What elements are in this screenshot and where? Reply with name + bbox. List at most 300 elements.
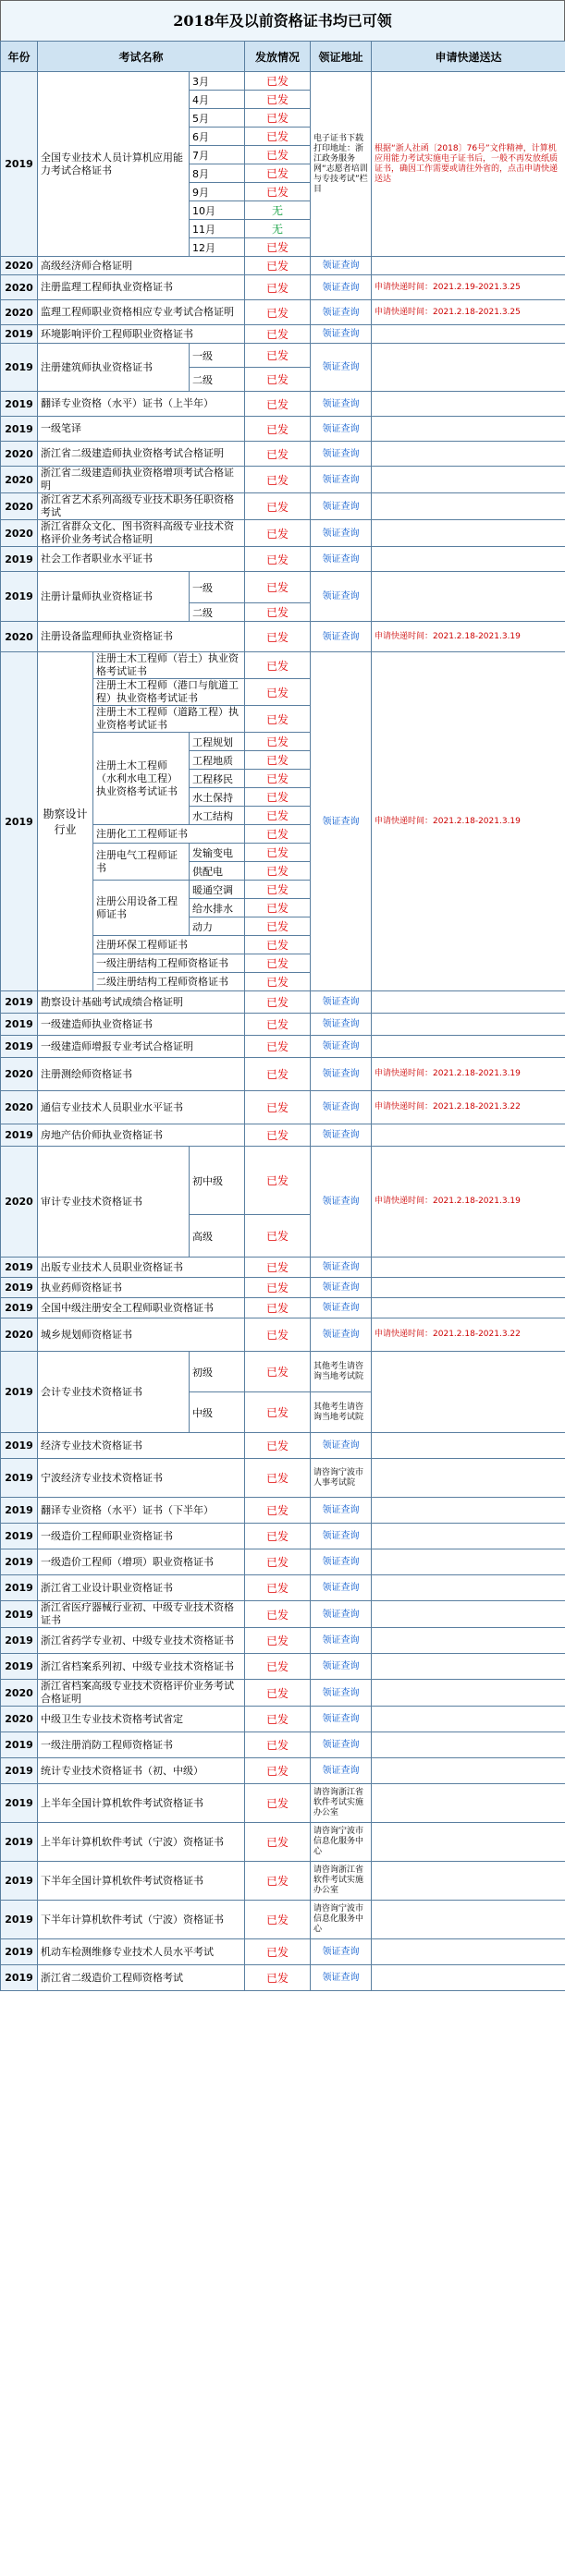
collect-address: 其他考生请咨询当地考试院: [311, 1392, 372, 1433]
issue-status: 已发: [245, 1278, 311, 1298]
verify-link[interactable]: 领证查询: [311, 417, 372, 442]
table-row: [1, 1707, 565, 1732]
issue-status: 已发: [245, 1352, 311, 1392]
issue-status: 已发: [245, 1823, 311, 1862]
table-row: [1, 991, 565, 1014]
issue-status: 已发: [245, 417, 311, 442]
certificate-table: [0, 41, 565, 1991]
express-info: [372, 1965, 565, 1991]
issue-status: 已发: [245, 1318, 311, 1352]
year-cell: 2019: [1, 1601, 38, 1628]
exam-name: 下半年计算机软件考试（宁波）资格证书: [38, 1901, 245, 1939]
exam-name: 一级造价工程师（增项）职业资格证书: [38, 1549, 245, 1575]
year-cell: 2020: [1, 493, 38, 520]
issue-status: 已发: [245, 493, 311, 520]
issue-status: 已发: [245, 1091, 311, 1124]
verify-link[interactable]: 领证查询: [311, 442, 372, 467]
exam-name: 注册土木工程师（岩土）执业资格考试证书: [93, 652, 245, 679]
table-row: [1, 1058, 565, 1091]
verify-link[interactable]: 领证查询: [311, 467, 372, 493]
table-row: [1, 275, 565, 300]
issue-status: 已发: [245, 520, 311, 547]
exam-name: 下半年全国计算机软件考试资格证书: [38, 1862, 245, 1901]
year-cell: 2019: [1, 1628, 38, 1654]
verify-link[interactable]: 领证查询: [311, 1014, 372, 1036]
month-label: 4月: [190, 91, 245, 109]
table-row: [1, 1654, 565, 1680]
exam-name: 上半年计算机软件考试（宁波）资格证书: [38, 1823, 245, 1862]
issue-status: 已发: [245, 1524, 311, 1549]
level-label: 初中级: [190, 1147, 245, 1215]
exam-name: 经济专业技术资格证书: [38, 1433, 245, 1459]
year-cell: 2019: [1, 1014, 38, 1036]
table-row: [1, 300, 565, 325]
exam-name: 一级建造师执业资格证书: [38, 1014, 245, 1036]
express-info: [372, 1498, 565, 1524]
express-info: [372, 1352, 565, 1433]
year-cell: 2019: [1, 1258, 38, 1278]
exam-name: 统计专业技术资格证书（初、中级）: [38, 1758, 245, 1784]
express-info: [372, 1823, 565, 1862]
express-info: [372, 417, 565, 442]
issue-status: 已发: [245, 1058, 311, 1091]
issue-status: 已发: [245, 1784, 311, 1823]
exam-name: 浙江省群众文化、图书资料高级专业技术资格评价业务考试合格证明: [38, 520, 245, 547]
collect-address: 请咨询宁波市人事考试院: [311, 1459, 372, 1498]
verify-link[interactable]: 领证查询: [311, 300, 372, 325]
issue-status: 已发: [245, 1459, 311, 1498]
express-info[interactable]: 申请快递时间：2021.2.18-2021.3.19: [372, 1147, 565, 1258]
express-info: [372, 1433, 565, 1459]
month-label: 11月: [190, 220, 245, 238]
year-cell: 2020: [1, 442, 38, 467]
express-info: [372, 392, 565, 417]
header-exam: 考试名称: [38, 42, 245, 72]
issue-status: 已发: [245, 572, 311, 603]
express-info: [372, 493, 565, 520]
verify-link[interactable]: 领证查询: [311, 652, 372, 991]
year-cell: 2020: [1, 520, 38, 547]
issue-status: 已发: [245, 751, 311, 770]
exam-name: 注册监理工程师执业资格证书: [38, 275, 245, 300]
exam-name: 浙江省二级建造师执业资格考试合格证明: [38, 442, 245, 467]
issue-status: 已发: [245, 936, 311, 954]
year-cell: 2019: [1, 344, 38, 392]
table-row: [1, 1318, 565, 1352]
exam-name: 宁波经济专业技术资格证书: [38, 1459, 245, 1498]
issue-status: 已发: [245, 1147, 311, 1215]
table-row: [1, 467, 565, 493]
year-cell: 2019: [1, 652, 38, 991]
specialty-label: 动力: [190, 917, 245, 936]
verify-link[interactable]: 领证查询: [311, 991, 372, 1014]
exam-name: 浙江省工业设计职业资格证书: [38, 1575, 245, 1601]
express-info: [372, 1524, 565, 1549]
verify-link[interactable]: 领证查询: [311, 1601, 372, 1628]
exam-name: 注册环保工程师证书: [93, 936, 245, 954]
specialty-label: 工程规划: [190, 733, 245, 751]
year-cell: 2019: [1, 392, 38, 417]
table-row: [1, 1459, 565, 1498]
verify-link[interactable]: 领证查询: [311, 1758, 372, 1784]
issue-status: 已发: [245, 1732, 311, 1758]
verify-link[interactable]: 领证查询: [311, 1654, 372, 1680]
table-row: [1, 572, 565, 603]
year-cell: 2019: [1, 1298, 38, 1318]
issue-status: 已发: [245, 679, 311, 706]
verify-link[interactable]: 领证查询: [311, 1939, 372, 1965]
issue-status: 已发: [245, 844, 311, 862]
verify-link[interactable]: 领证查询: [311, 493, 372, 520]
issue-status: 已发: [245, 344, 311, 368]
table-row: [1, 1965, 565, 1991]
table-row: [1, 652, 565, 679]
issue-status: 已发: [245, 1124, 311, 1147]
exam-name: 注册化工工程师证书: [93, 825, 245, 844]
express-info: [372, 344, 565, 392]
month-label: 12月: [190, 238, 245, 257]
exam-name: 浙江省艺术系列高级专业技术职务任职资格考试: [38, 493, 245, 520]
issue-status: 已发: [245, 300, 311, 325]
exam-name: 机动车检测维修专业技术人员水平考试: [38, 1939, 245, 1965]
express-info: [372, 442, 565, 467]
issue-status: 已发: [245, 706, 311, 733]
issue-status: 已发: [245, 1707, 311, 1732]
table-row: [1, 344, 565, 368]
verify-link[interactable]: 领证查询: [311, 622, 372, 652]
verify-link[interactable]: 领证查询: [311, 1680, 372, 1707]
issue-status: 已发: [245, 1628, 311, 1654]
year-cell: 2020: [1, 467, 38, 493]
issue-status: 已发: [245, 72, 311, 91]
year-cell: 2019: [1, 1278, 38, 1298]
express-info[interactable]: 申请快递时间：2021.2.18-2021.3.19: [372, 652, 565, 991]
exam-name: 浙江省二级建造师执业资格增项考试合格证明: [38, 467, 245, 493]
express-info: [372, 1862, 565, 1901]
table-row: [1, 1298, 565, 1318]
issue-status: 已发: [245, 652, 311, 679]
level-label: 中级: [190, 1392, 245, 1433]
express-info[interactable]: 申请快递时间：2021.2.19-2021.3.25: [372, 275, 565, 300]
specialty-label: 工程地质: [190, 751, 245, 770]
specialty-label: 暖通空调: [190, 881, 245, 899]
specialty-label: 工程移民: [190, 770, 245, 788]
verify-link[interactable]: 领证查询: [311, 520, 372, 547]
issue-status: 已发: [245, 128, 311, 146]
table-row: [1, 1014, 565, 1036]
year-cell: 2019: [1, 1758, 38, 1784]
year-cell: 2019: [1, 547, 38, 572]
express-info: [372, 1758, 565, 1784]
verify-link[interactable]: 领证查询: [311, 1498, 372, 1524]
year-cell: 2019: [1, 1901, 38, 1939]
express-info: [372, 1258, 565, 1278]
issue-status: 已发: [245, 917, 311, 936]
issue-status: 已发: [245, 622, 311, 652]
express-info[interactable]: 根据“浙人社函〔2018〕76号”文件精神，计算机应用能力考试实施电子证书后，一般不再发放纸质证书，确因工作需要或请往外省的，点击申请快递送达: [372, 72, 565, 257]
month-label: 5月: [190, 109, 245, 128]
collect-address: 请咨询浙江省软件考试实施办公室: [311, 1862, 372, 1901]
year-cell: 2020: [1, 622, 38, 652]
year-cell: 2019: [1, 1823, 38, 1862]
verify-link[interactable]: 领证查询: [311, 1318, 372, 1352]
issue-status: 已发: [245, 275, 311, 300]
express-info[interactable]: 申请快递时间：2021.2.18-2021.3.22: [372, 1318, 565, 1352]
level-label: 高级: [190, 1215, 245, 1258]
exam-name: 监理工程师职业资格相应专业考试合格证明: [38, 300, 245, 325]
verify-link[interactable]: 领证查询: [311, 1124, 372, 1147]
issue-status: 已发: [245, 991, 311, 1014]
exam-name: 二级注册结构工程师资格证书: [93, 973, 245, 991]
specialty-label: 水工结构: [190, 807, 245, 825]
express-info: [372, 1784, 565, 1823]
express-info: [372, 991, 565, 1014]
verify-link[interactable]: 领证查询: [311, 1298, 372, 1318]
table-row: [1, 1352, 565, 1392]
table-row: [1, 1732, 565, 1758]
issue-status: 已发: [245, 368, 311, 392]
table-row: [1, 1278, 565, 1298]
table-row: [1, 257, 565, 275]
express-info: [372, 1014, 565, 1036]
issue-status: 已发: [245, 1654, 311, 1680]
exam-name: 勘察设计基础考试成绩合格证明: [38, 991, 245, 1014]
exam-name: 注册土木工程师（港口与航道工程）执业资格考试证书: [93, 679, 245, 706]
issue-status: 已发: [245, 325, 311, 344]
exam-name: 全国专业技术人员计算机应用能力考试合格证书: [38, 72, 190, 257]
table-row: [1, 622, 565, 652]
issue-status: 已发: [245, 1965, 311, 1991]
express-info: [372, 1298, 565, 1318]
year-cell: 2020: [1, 1707, 38, 1732]
issue-status: 已发: [245, 1939, 311, 1965]
specialty-label: 给水排水: [190, 899, 245, 917]
issue-status: 已发: [245, 442, 311, 467]
exam-name: 注册公用设备工程师证书: [93, 881, 190, 936]
issue-status: 已发: [245, 1014, 311, 1036]
table-row: [1, 392, 565, 417]
level-label: 初级: [190, 1352, 245, 1392]
issue-status: 无: [245, 220, 311, 238]
verify-link[interactable]: 领证查询: [311, 1278, 372, 1298]
exam-name: 注册计量师执业资格证书: [38, 572, 190, 622]
express-info: [372, 1036, 565, 1058]
header-issue: 发放情况: [245, 42, 311, 72]
verify-link[interactable]: 领证查询: [311, 1732, 372, 1758]
table-row: [1, 1498, 565, 1524]
specialty-label: 水土保持: [190, 788, 245, 807]
verify-link[interactable]: 领证查询: [311, 1628, 372, 1654]
issue-status: 已发: [245, 1901, 311, 1939]
issue-status: 已发: [245, 1392, 311, 1433]
level-label: 一级: [190, 344, 245, 368]
exam-name: 房地产估价师执业资格证书: [38, 1124, 245, 1147]
exam-name: 审计专业技术资格证书: [38, 1147, 190, 1258]
verify-link[interactable]: 领证查询: [311, 572, 372, 622]
issue-status: 已发: [245, 183, 311, 201]
express-info: [372, 257, 565, 275]
exam-name: 上半年全国计算机软件考试资格证书: [38, 1784, 245, 1823]
exam-name: 浙江省档案高级专业技术资格评价业务考试合格证明: [38, 1680, 245, 1707]
year-cell: 2019: [1, 1549, 38, 1575]
exam-name: 一级造价工程师职业资格证书: [38, 1524, 245, 1549]
exam-name: 浙江省档案系列初、中级专业技术资格证书: [38, 1654, 245, 1680]
express-info: [372, 1575, 565, 1601]
exam-name: 浙江省二级造价工程师资格考试: [38, 1965, 245, 1991]
exam-name: 注册建筑师执业资格证书: [38, 344, 190, 392]
express-info: [372, 1680, 565, 1707]
issue-status: 已发: [245, 881, 311, 899]
express-info[interactable]: 申请快递时间：2021.2.18-2021.3.22: [372, 1091, 565, 1124]
express-info: [372, 547, 565, 572]
exam-name: 注册土木工程师（道路工程）执业资格考试证书: [93, 706, 245, 733]
issue-status: 已发: [245, 547, 311, 572]
table-row: [1, 1862, 565, 1901]
issue-status: 已发: [245, 257, 311, 275]
year-cell: 2019: [1, 72, 38, 257]
verify-link[interactable]: 领证查询: [311, 1549, 372, 1575]
issue-status: 已发: [245, 807, 311, 825]
verify-link[interactable]: 领证查询: [311, 344, 372, 392]
issue-status: 已发: [245, 825, 311, 844]
year-cell: 2019: [1, 1939, 38, 1965]
express-info: [372, 467, 565, 493]
express-info: [372, 572, 565, 622]
collect-address: 其他考生请咨询当地考试院: [311, 1352, 372, 1392]
issue-status: 已发: [245, 109, 311, 128]
issue-status: 已发: [245, 1862, 311, 1901]
verify-link[interactable]: 领证查询: [311, 1147, 372, 1258]
issue-status: 已发: [245, 238, 311, 257]
issue-status: 已发: [245, 899, 311, 917]
exam-name: 翻译专业资格（水平）证书（下半年）: [38, 1498, 245, 1524]
table-row: [1, 1680, 565, 1707]
verify-link[interactable]: 领证查询: [311, 1258, 372, 1278]
verify-link[interactable]: 领证查询: [311, 392, 372, 417]
verify-link[interactable]: 领证查询: [311, 1433, 372, 1459]
express-info: [372, 1939, 565, 1965]
express-info: [372, 1459, 565, 1498]
issue-status: 已发: [245, 603, 311, 622]
survey-group: 勘察设计行业: [38, 652, 93, 991]
table-row: [1, 72, 565, 91]
issue-status: 已发: [245, 392, 311, 417]
year-cell: 2020: [1, 275, 38, 300]
exam-name: 环境影响评价工程师职业资格证书: [38, 325, 245, 344]
collect-address: 请咨询宁波市信息化服务中心: [311, 1823, 372, 1862]
issue-status: 已发: [245, 862, 311, 881]
table-row: [1, 1124, 565, 1147]
table-row: [1, 1784, 565, 1823]
verify-link[interactable]: 领证查询: [311, 275, 372, 300]
year-cell: 2019: [1, 325, 38, 344]
issue-status: 无: [245, 201, 311, 220]
issue-status: 已发: [245, 1601, 311, 1628]
month-label: 8月: [190, 164, 245, 183]
verify-link[interactable]: 领证查询: [311, 1524, 372, 1549]
month-label: 7月: [190, 146, 245, 164]
express-info: [372, 1124, 565, 1147]
exam-name: 出版专业技术人员职业资格证书: [38, 1258, 245, 1278]
express-info: [372, 1732, 565, 1758]
exam-name: 城乡规划师资格证书: [38, 1318, 245, 1352]
year-cell: 2020: [1, 1091, 38, 1124]
express-info: [372, 325, 565, 344]
express-info: [372, 1901, 565, 1939]
table-row: [1, 1036, 565, 1058]
exam-name: 一级建造师增报专业考试合格证明: [38, 1036, 245, 1058]
table-row: [1, 1901, 565, 1939]
issue-status: 已发: [245, 1549, 311, 1575]
issue-status: 已发: [245, 1680, 311, 1707]
verify-link[interactable]: 领证查询: [311, 1036, 372, 1058]
verify-link[interactable]: 领证查询: [311, 257, 372, 275]
table-row: [1, 1147, 565, 1215]
year-cell: 2019: [1, 1036, 38, 1058]
month-label: 3月: [190, 72, 245, 91]
express-info: [372, 1628, 565, 1654]
issue-status: 已发: [245, 733, 311, 751]
issue-status: 已发: [245, 146, 311, 164]
issue-status: 已发: [245, 1758, 311, 1784]
express-info[interactable]: 申请快递时间：2021.2.18-2021.3.19: [372, 622, 565, 652]
table-row: [1, 1628, 565, 1654]
exam-name: 通信专业技术人员职业水平证书: [38, 1091, 245, 1124]
year-cell: 2019: [1, 572, 38, 622]
table-row: [1, 1524, 565, 1549]
table-row: [1, 1433, 565, 1459]
table-row: [1, 1258, 565, 1278]
year-cell: 2019: [1, 1784, 38, 1823]
verify-link[interactable]: 领证查询: [311, 1965, 372, 1991]
exam-name: 注册设备监理师执业资格证书: [38, 622, 245, 652]
exam-name: 浙江省医疗器械行业初、中级专业技术资格证书: [38, 1601, 245, 1628]
express-info: [372, 1654, 565, 1680]
express-info: [372, 1549, 565, 1575]
verify-link[interactable]: 领证查询: [311, 1575, 372, 1601]
verify-link[interactable]: 领证查询: [311, 1058, 372, 1091]
verify-link[interactable]: 领证查询: [311, 1091, 372, 1124]
exam-name: 执业药师资格证书: [38, 1278, 245, 1298]
exam-name: 社会工作者职业水平证书: [38, 547, 245, 572]
month-label: 10月: [190, 201, 245, 220]
exam-name: 注册电气工程师证书: [93, 844, 190, 881]
verify-link[interactable]: 领证查询: [311, 547, 372, 572]
page-title: 2018年及以前资格证书均已可领: [0, 0, 565, 41]
express-info: [372, 1278, 565, 1298]
table-row: [1, 493, 565, 520]
issue-status: 已发: [245, 954, 311, 973]
exam-name: 会计专业技术资格证书: [38, 1352, 190, 1433]
express-info[interactable]: 申请快递时间：2021.2.18-2021.3.19: [372, 1058, 565, 1091]
year-cell: 2019: [1, 1575, 38, 1601]
year-cell: 2020: [1, 1147, 38, 1258]
verify-link[interactable]: 领证查询: [311, 1707, 372, 1732]
year-cell: 2019: [1, 1433, 38, 1459]
issue-status: 已发: [245, 1575, 311, 1601]
verify-link[interactable]: 领证查询: [311, 325, 372, 344]
specialty-label: 供配电: [190, 862, 245, 881]
table-row: [1, 1758, 565, 1784]
express-info: [372, 1707, 565, 1732]
year-cell: 2019: [1, 1459, 38, 1498]
issue-status: 已发: [245, 1433, 311, 1459]
issue-status: 已发: [245, 788, 311, 807]
year-cell: 2019: [1, 417, 38, 442]
express-info[interactable]: 申请快递时间：2021.2.18-2021.3.25: [372, 300, 565, 325]
exam-name: 注册土木工程师（水利水电工程）执业资格考试证书: [93, 733, 190, 825]
table-row: [1, 1091, 565, 1124]
